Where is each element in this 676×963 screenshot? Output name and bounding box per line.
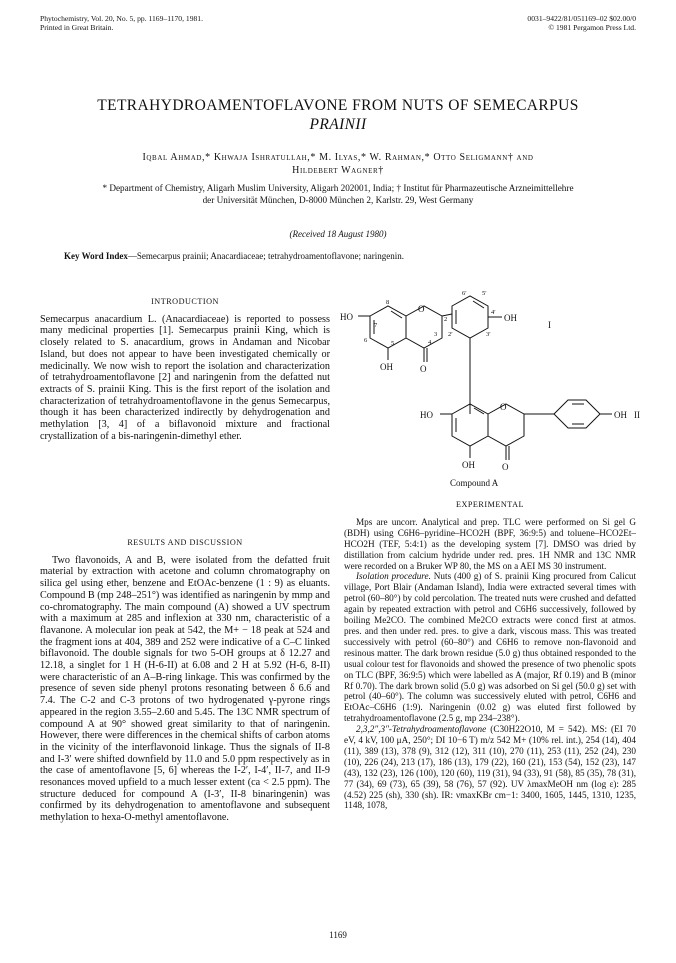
atom-2p: 2′ bbox=[448, 331, 453, 338]
atom-6: 6 bbox=[364, 337, 368, 344]
affiliation-line-1: * Department of Chemistry, Aligarh Muslim University, Aligarh 202001, India; † Institut für Pharmazeutische Arzneimittellehre bbox=[102, 183, 574, 193]
copyright: © 1981 Pergamon Press Ltd. bbox=[548, 23, 636, 32]
authors-line-2: Hildebert Wagner† bbox=[292, 165, 384, 176]
introduction-section bbox=[40, 296, 330, 442]
atom-3p: 3′ bbox=[486, 331, 491, 338]
oh-label-5: OH bbox=[380, 362, 393, 372]
compound-data-text: (C30H22O10, M = 542). MS: (EI 70 eV, 4 kV, 100 μA, 250°; DI 10−6 T) m/z 542 M+ (10% rel. int.), 254 (14), 404 (11), 389 (13), 378 (9), 312 (12), 311 (10), 270 (11), 253 (11), 252 (24), 230 (10), 226 (24), 213 (17), 186 (13), 179 (22), 160 (21), 153 (54), 152 (23), 147 (43), 132 (23), 126 (100), 120 (60), 119 (31), 94 (33), 91 (58), 85 (35), 78 (31), 77 (34), 69 (73), 65 (39), 58 (76), 57 (92). UV λmaxMeOH nm (log ε): 285 (4.52) 225 (sh), 330 (sh). IR: νmaxKBr cm−1: 3400, 1605, 1445, 1310, 1235, 1148, 1078, bbox=[344, 724, 636, 811]
atom-6p: 6′ bbox=[462, 290, 467, 297]
o-label-4: O bbox=[420, 364, 427, 374]
oh-label-ii: OH bbox=[614, 410, 627, 420]
page-number: 1169 bbox=[329, 930, 347, 940]
compound-caption: Compound A bbox=[450, 478, 499, 488]
title-line-2: PRAINII bbox=[309, 116, 367, 133]
atom-5: 5 bbox=[391, 340, 395, 347]
atom-5p: 5′ bbox=[482, 290, 487, 297]
results-text: Two flavonoids, A and B, were isolated from the defatted fruit material by extraction with acetone and column chromatography on silica gel using ether, benzene and EtOAc-benzene (1 : 9) as eluants. Compound B (mp 248–251°) was identified as naringenin by mmp and co-chromatography. The main compound (A) showed a UV spectrum with a maximum at 285 and inflexion at 330 nm, characteristic of a flavanone. A molecular ion peak at 542, the M+ − 18 peak at 524 and the fragment ions at 404, 389 and 252 were indicative of a C–C linked biflavonoid. The double signals for two 5-OH groups at δ 12.27 and 12.18, a singlet for 1 H (H-6-II) at 6.08 and 2 H at 5.92 (H-6, 8-II) were characteristic of an A–B-ring linkage. This was confirmed by the presence of seven side phenyl protons resonating between δ 6.6 and 7.4. The C-2 and C-3 protons of two hydrogenated γ-pyrone rings appeared in the region 3.55–2.60 and 5.45. The 13C NMR spectrum of compound A at 90° showed great similarity to that of naringenin. However, there were differences in the chemical shifts of carbon atoms in the vicinity of the interflavonoid linkage. Thus the signals of II-8 and I-3′ were shifted downfield by 11.0 and 5.0 ppm respectively as in the case of amentoflavone [5, 6] whereas the I-2′, I-4′, II-7, and II-9 resonances moved upfield to a much lesser extent (ca < 2.5 ppm). The structure deduced for compound A (I-3′, II-8 binaringenin) was confirmed by its dehydrogenation to amentoflavone and subsequent methylation to hexa-O-methyl amentoflavone. bbox=[40, 554, 330, 824]
issn-header bbox=[527, 14, 636, 32]
ho-label-i: HO bbox=[340, 312, 353, 322]
keyword-label: Key Word Index bbox=[64, 251, 128, 261]
isolation-text: Nuts (400 g) of S. prainii King procured from Calicut village, Port Blair (Andaman Island), India were extracted several times with petrol (60–80°) by cold percolation. The treated nuts were crushed and defatted again by repeated extraction with petrol and C6H6 successively, followed by boiling Me2CO. The combined Me2CO extracts were concd first at atmos. pres. and then under red. pres. to give a dark, viscous mass. This was treated successively with petrol (60–80°) and C6H6 to remove non-flavonoid and resinous matter. The dark brown residue (5.0 g) thus obtained responded to the usual colour test for flavonoids and showed the presence of two phenolic spots on TLC (BPF, 36:9:5) which were labelled as A (major, Rf 0.19) and B (minor Rf 0.70). The dark brown solid (5.0 g) was adsorbed on Si gel (50.0 g) set with petrol (40–60°). The column was successively eluted with petrol, C6H6 and EtOAc–C6H6 (1:9). Naringenin (0.02 g) was eluted first followed by tetrahydroamentoflavone (2.5 g, mp 234–238°). bbox=[344, 571, 636, 724]
experimental-p1: Mps are uncorr. Analytical and prep. TLC were performed on Si gel G (BDH) using C6H6–pyridine–HCO2H (BPF, 36:9:5) and toluene–HCO2Et–HCO2H (TEF, 5:4:1) as the developing system [7]. DMSO was dried by distillation from calcium hydride under red. pres. 1H NMR and 13C NMR were recorded on a Bruker WP 80, the MS on a AEI MS 30 instrument. bbox=[344, 516, 636, 571]
oh-label-i: OH bbox=[504, 313, 517, 323]
experimental-section bbox=[344, 500, 636, 811]
received-date: (Received 18 August 1980) bbox=[289, 229, 387, 239]
atom-4p: 4′ bbox=[491, 309, 496, 316]
issn-code: 0031–9422/81/051169–02 $02.00/0 bbox=[527, 14, 636, 23]
atom-2: 2 bbox=[444, 316, 448, 323]
journal-header bbox=[40, 14, 203, 32]
compound-name-label: 2,3,2″,3″-Tetrahydroamentoflavone bbox=[356, 724, 487, 735]
roman-i: I bbox=[548, 320, 551, 330]
experimental-p3 bbox=[344, 724, 636, 811]
journal-citation: Phytochemistry, Vol. 20, No. 5, pp. 1169–1170, 1981. bbox=[40, 14, 203, 23]
atom-4: 4 bbox=[428, 339, 432, 346]
oh-label-5-ii: OH bbox=[462, 460, 475, 470]
results-heading: RESULTS AND DISCUSSION bbox=[127, 538, 243, 547]
keyword-text: —Semecarpus prainii; Anacardiaceae; tetrahydroamentoflavone; naringenin. bbox=[127, 251, 404, 261]
experimental-p2 bbox=[344, 571, 636, 724]
experimental-heading: EXPERIMENTAL bbox=[455, 500, 525, 509]
author-list bbox=[40, 151, 636, 177]
title-line-1: TETRAHYDROAMENTOFLAVONE FROM NUTS OF SEMECARPUS bbox=[97, 97, 579, 114]
compound-a-structure bbox=[336, 290, 646, 496]
introduction-text: Semecarpus anacardium L. (Anacardiaceae) is reported to possess many medicinal properties [1]. Semecarpus prainii King, which is closely related to S. anacardium, grows in Andaman and Nicobar Island, but does not appear to have been investigated chemically or medicinally. We now wish to report the isolation and characterization of tetrahydroamentoflavone [2] and naringenin from the defatted nut extracts of S. prainii King. This is the first report of the isolation and characterization of tetrahydroamentoflavone in the genus Semecarpus, though it has been characterized indirectly by dehydrogenation and methylation [3, 4] of a biflavonoid mixture and fractional crystallization of a bis-naringenin-dimethyl ether. bbox=[40, 313, 330, 442]
o-label-c-ii: O bbox=[500, 402, 507, 412]
printed-location: Printed in Great Britain. bbox=[40, 23, 114, 32]
atom-8: 8 bbox=[386, 299, 390, 306]
authors-line-1: Iqbal Ahmad,* Khwaja Ishratullah,* M. Ilyas,* W. Rahman,* Otto Seligmann† and bbox=[142, 152, 534, 163]
ring-b-i bbox=[452, 296, 488, 338]
affiliation-line-2: der Universität München, D-8000 München 2, Karlstr. 29, West Germany bbox=[202, 194, 474, 205]
roman-ii: II bbox=[634, 410, 640, 420]
affiliations bbox=[40, 183, 636, 206]
o-label-c-i: O bbox=[418, 304, 425, 314]
paper-title bbox=[40, 96, 636, 134]
introduction-heading: INTRODUCTION bbox=[151, 297, 219, 306]
atom-3: 3 bbox=[434, 331, 438, 338]
keyword-index bbox=[64, 251, 636, 261]
isolation-label: Isolation procedure. bbox=[356, 571, 431, 582]
ho-label-ii: HO bbox=[420, 410, 433, 420]
results-section bbox=[40, 537, 330, 824]
o-label-4-ii: O bbox=[502, 462, 509, 472]
atom-7: 7 bbox=[374, 322, 378, 329]
